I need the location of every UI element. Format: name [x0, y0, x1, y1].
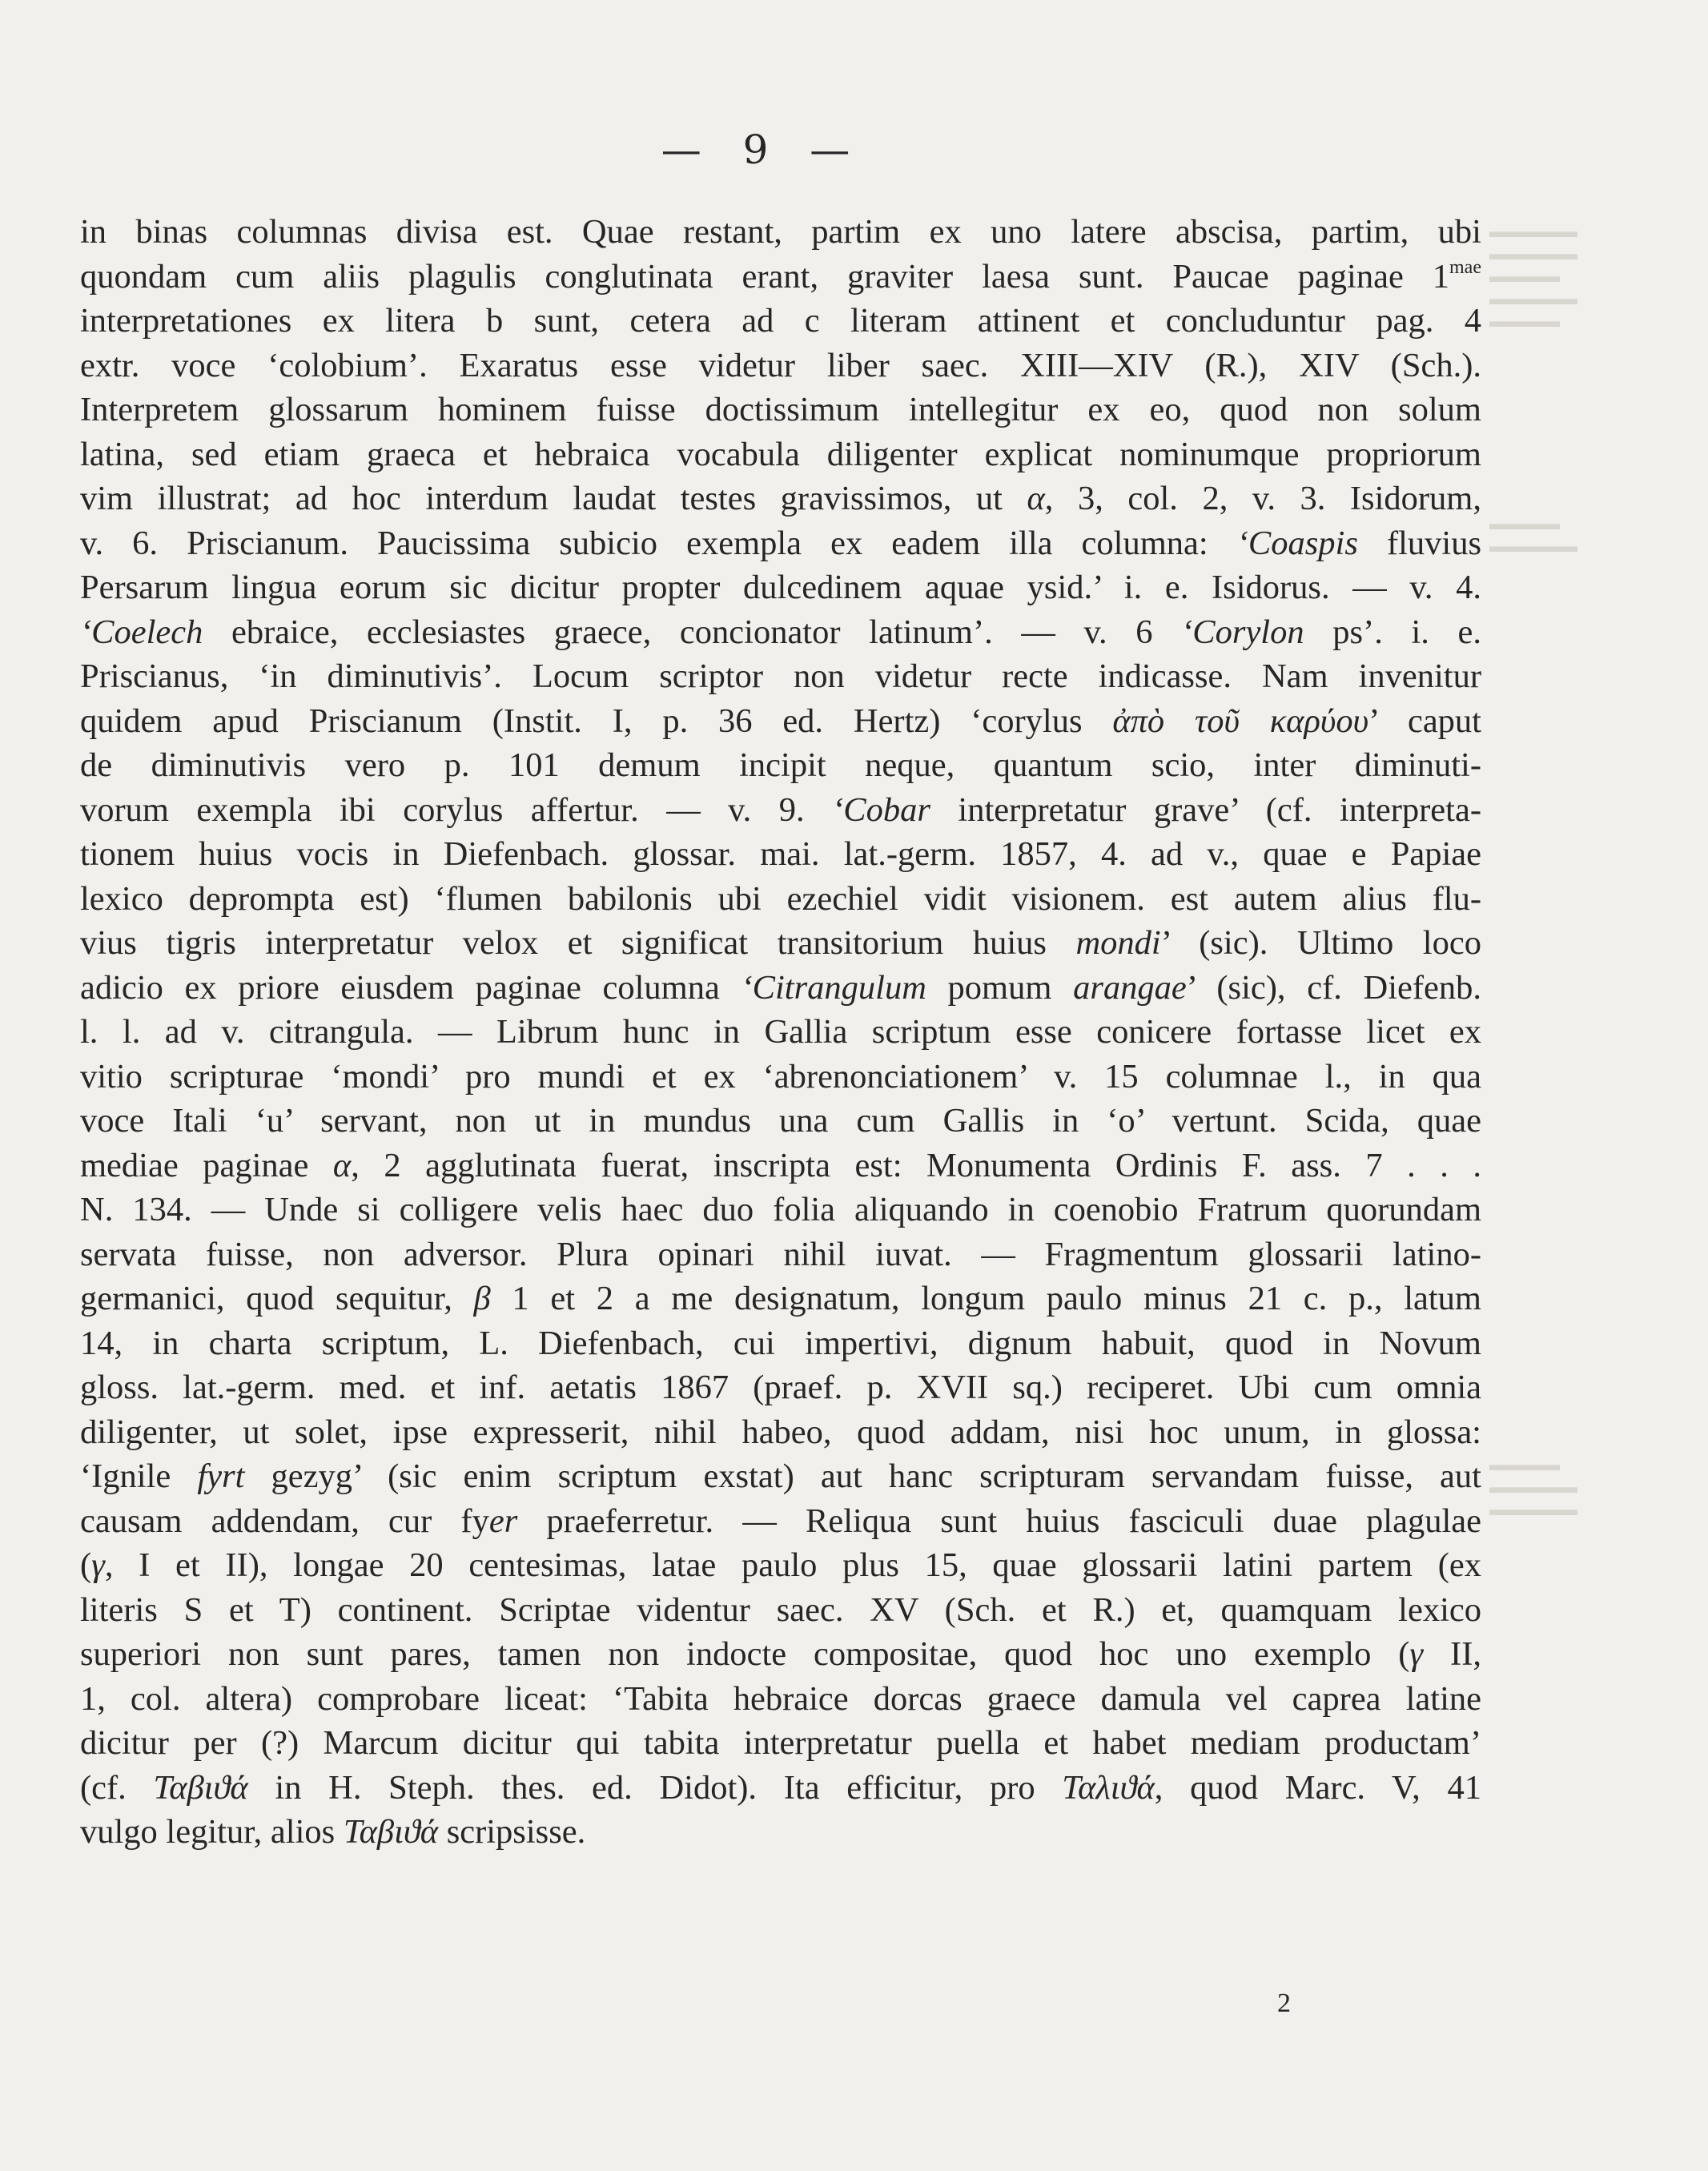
text-run: vitio scripturae ‘mondi’ pro mundi et ex ‘abrenonciationem’ v. 15 columnae l., in qua [80, 1057, 1481, 1096]
text-line [80, 1321, 1481, 1366]
text-line [80, 832, 1481, 877]
body-text [80, 210, 1481, 1855]
text-run: Interpretem glossarum hominem fuisse doctissimum intellegitur ex eo, quod non solum [80, 391, 1481, 428]
text-run: ps’. i. e. [1304, 613, 1481, 651]
text-line [80, 344, 1481, 388]
italic-text: ‘Citrangulum [741, 968, 926, 1007]
italic-text: ‘Coelech [80, 613, 203, 651]
italic-text: ἀπὸ τοῦ καρύου [1112, 702, 1369, 740]
text-run: praeferretur. — Reliqua sunt huius fasciculi duae plagulae [517, 1502, 1481, 1540]
text-line [80, 1810, 1481, 1855]
text-line [80, 1721, 1481, 1766]
text-run: superiori non sunt pares, tamen non indocte compositae, quod hoc uno exemplo ( [80, 1635, 1410, 1673]
text-run: l. l. ad v. citrangula. — Librum hunc in Gallia scriptum esse conicere fortasse licet ex [80, 1013, 1481, 1051]
text-run: , 2 agglutinata fuerat, inscripta est: Monumenta Ordinis F. ass. 7 . . . [351, 1146, 1481, 1184]
text-run: literis S et T) continent. Scriptae videntur saec. XV (Sch. et R.) et, quamquam lexico [80, 1590, 1481, 1629]
italic-text: mondi [1075, 924, 1161, 962]
text-run: quondam cum aliis plagulis conglutinata erant, graviter laesa sunt. Paucae paginae 1 [80, 257, 1450, 295]
signature-mark: 2 [1277, 1988, 1291, 2018]
text-line [80, 521, 1481, 566]
text-run: mediae paginae [80, 1146, 333, 1184]
text-run: tionem huius vocis in Diefenbach. glossar. mai. lat.-germ. 1857, 4. ad v., quae e Papiae [80, 835, 1481, 873]
text-line [80, 1454, 1481, 1499]
text-line [80, 1232, 1481, 1277]
bleed-through-margin-note: ▬▬▬▬ ▬▬▬▬▬ [1489, 513, 1577, 556]
text-line [80, 1144, 1481, 1188]
text-run: interpretatur grave’ (cf. interpreta- [930, 790, 1481, 829]
text-run: 1 et 2 a me designatum, longum paulo minus 21 c. p., latum [490, 1280, 1481, 1317]
italic-text: fyrt [197, 1457, 245, 1495]
italic-text: γ [1409, 1635, 1424, 1673]
text-run: vulgo legitur, alios [80, 1813, 344, 1851]
italic-text: γ [91, 1546, 105, 1584]
text-line [80, 1766, 1481, 1811]
text-line [80, 1099, 1481, 1144]
italic-text: Ταλιϑά [1062, 1768, 1155, 1807]
text-line [80, 1055, 1481, 1100]
text-line [80, 654, 1481, 699]
text-line [80, 610, 1481, 655]
bleed-through-margin-note: ▬▬▬▬▬ ▬▬▬▬▬ ▬▬▬▬ ▬▬▬▬▬ ▬▬▬▬ [1489, 221, 1577, 331]
italic-text: arangae [1073, 968, 1187, 1007]
text-line [80, 1588, 1481, 1633]
text-run: 1, col. altera) comprobare liceat: ‘Tabita hebraice dorcas graece damula vel caprea latine [80, 1679, 1481, 1718]
text-run: 14, in charta scriptum, L. Diefenbach, cui impertivi, dignum habuit, quod in Novum [80, 1324, 1481, 1362]
text-run: interpretationes ex litera b sunt, cetera ad c literam attinent et concluduntur pag. 4 [80, 302, 1481, 340]
text-run: germanici, quod sequitur, [80, 1280, 474, 1317]
text-run: quidem apud Priscianum (Instit. I, p. 36 ed. Hertz) ‘corylus [80, 702, 1113, 740]
text-line [80, 1677, 1481, 1722]
text-line [80, 1543, 1481, 1588]
italic-text: er [488, 1502, 518, 1540]
text-run: vius tigris interpretatur velox et significat transitorium huius [80, 924, 1076, 962]
text-run: dicitur per (?) Marcum dicitur qui tabita interpretatur puella et habet mediam productam’ [80, 1724, 1481, 1762]
text-run: causam addendam, cur fy [80, 1502, 489, 1540]
text-run: II, [1423, 1635, 1481, 1673]
italic-text: β [473, 1280, 491, 1317]
italic-text: Ταβιϑά [343, 1813, 439, 1851]
text-run: ‘Ignile [80, 1457, 198, 1495]
text-run: in H. Steph. thes. ed. Didot). Ita efficitur, pro [247, 1768, 1063, 1807]
text-run: (cf. [80, 1768, 154, 1807]
text-run: fluvius [1357, 524, 1481, 562]
italic-text: Ταβιϑά [153, 1768, 248, 1807]
text-run: Persarum lingua eorum sic dicitur propter dulcedinem aquae ysid.’ i. e. Isidorus. — v. 4. [80, 569, 1481, 606]
text-line [80, 476, 1481, 521]
text-run: gezyg’ (sic enim scriptum exstat) aut hanc scripturam servandam fuisse, aut [244, 1457, 1481, 1495]
italic-text: α [1027, 480, 1045, 517]
text-line [80, 1010, 1481, 1055]
text-run: vorum exempla ibi corylus affertur. — v. 9. [80, 790, 833, 829]
text-run: in binas columnas divisa est. Quae restant, partim ex uno latere abscisa, partim, ubi [80, 213, 1481, 251]
text-run: N. 134. — Unde si colligere velis haec duo folia aliquando in coenobio Fratrum quorundam [80, 1191, 1481, 1228]
text-run: , I et II), longae 20 centesimas, latae paulo plus 15, quae glossarii latini partem (ex [104, 1546, 1481, 1584]
italic-text: ‘Corylon [1181, 613, 1304, 651]
text-run: , quod Marc. V, 41 [1154, 1768, 1481, 1807]
text-run: lexico deprompta est) ‘flumen babilonis ubi ezechiel vidit visionem. est autem alius flu- [80, 879, 1481, 918]
text-line [80, 1365, 1481, 1410]
text-run: scripsisse. [438, 1813, 586, 1851]
text-line [80, 299, 1481, 344]
text-run: vim illustrat; ad hoc interdum laudat testes gravissimos, ut [80, 480, 1027, 517]
text-run: ’ caput [1368, 702, 1481, 740]
text-run: ’ (sic). Ultimo loco [1160, 924, 1481, 962]
italic-text: α [332, 1146, 352, 1184]
text-line [80, 565, 1481, 610]
text-line [80, 788, 1481, 833]
text-run: diligenter, ut solet, ipse expresserit, nihil habeo, quod addam, nisi hoc unum, in glossa: [80, 1413, 1481, 1451]
text-line [80, 877, 1481, 922]
italic-text: ‘Coaspis [1236, 524, 1358, 562]
text-run: adicio ex priore eiusdem paginae columna [80, 968, 741, 1007]
text-line [80, 388, 1481, 432]
text-run: Priscianus, ‘in diminutivis’. Locum scriptor non videtur recte indicasse. Nam invenitur [80, 657, 1481, 695]
text-run: , 3, col. 2, v. 3. Isidorum, [1044, 480, 1481, 517]
text-line [80, 921, 1481, 966]
text-run: ebraice, ecclesiastes graece, concionator latinum’. — v. 6 [203, 613, 1182, 651]
bleed-through-margin-note: ▬▬▬▬ ▬▬▬▬▬ ▬▬▬▬▬ [1489, 1454, 1577, 1519]
text-line [80, 432, 1481, 477]
text-line [80, 1276, 1481, 1321]
text-line [80, 966, 1481, 1011]
text-line [80, 255, 1481, 300]
text-line [80, 210, 1481, 255]
text-line [80, 1499, 1481, 1544]
text-run: voce Itali ‘u’ servant, non ut in mundus una cum Gallis in ‘o’ vertunt. Scida, quae [80, 1102, 1481, 1140]
text-line [80, 743, 1481, 788]
text-run: extr. voce ‘colobium’. Exaratus esse videtur liber saec. XIII—XIV (R.), XIV (Sch.). [80, 346, 1481, 384]
italic-text: ‘Cobar [832, 790, 930, 829]
text-line [80, 1632, 1481, 1677]
text-line [80, 699, 1481, 744]
text-run: ’ (sic), cf. Diefenb. [1186, 968, 1482, 1007]
text-line [80, 1410, 1481, 1455]
page-number: — 9 — [661, 127, 865, 173]
text-run: v. 6. Priscianum. Paucissima subicio exempla ex eadem illa columna: [80, 524, 1237, 562]
text-run: servata fuisse, non adversor. Plura opinari nihil iuvat. — Fragmentum glossarii latino- [80, 1235, 1481, 1273]
superscript-text: mae [1449, 256, 1481, 278]
text-run: de diminutivis vero p. 101 demum incipit neque, quantum scio, inter diminuti- [80, 746, 1481, 784]
text-run: latina, sed etiam graeca et hebraica vocabula diligenter explicat nominumque propriorum [80, 435, 1481, 473]
text-line [80, 1188, 1481, 1232]
text-run: gloss. lat.-germ. med. et inf. aetatis 1867 (praef. p. XVII sq.) reciperet. Ubi cum omnia [80, 1369, 1481, 1406]
text-run: pomum [926, 968, 1074, 1007]
text-run: ( [80, 1546, 92, 1584]
